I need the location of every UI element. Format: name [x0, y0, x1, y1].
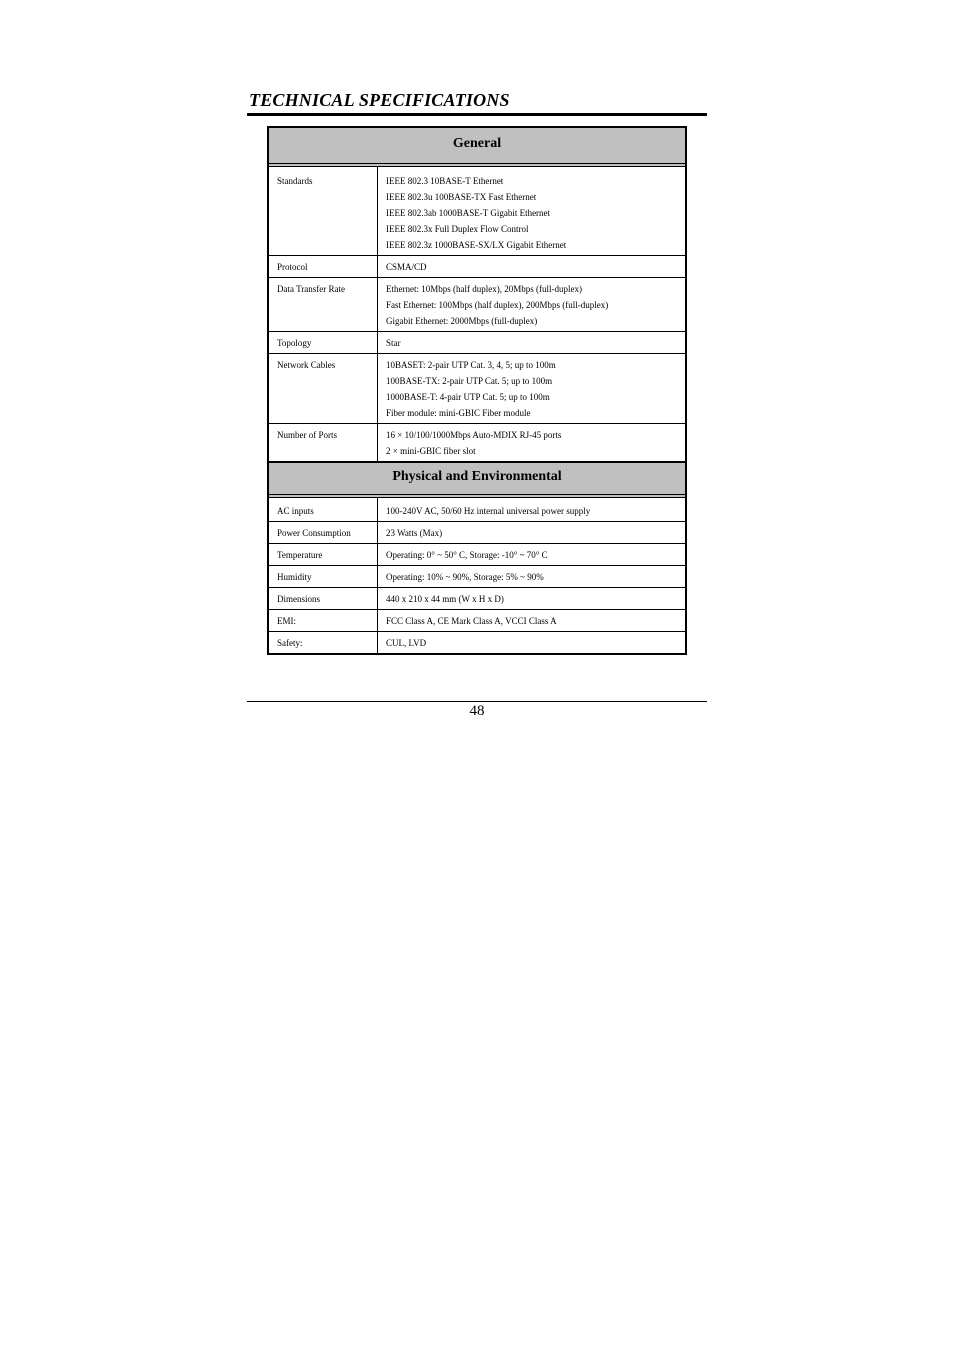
spec-label: Data Transfer Rate [269, 278, 378, 332]
spec-value [378, 566, 686, 588]
spec-row [269, 566, 685, 588]
spec-value-line: 440 x 210 x 44 mm (W x H x D) [386, 594, 504, 604]
spec-value-line: CUL, LVD [386, 638, 427, 648]
spec-value-line: Gigabit Ethernet: 2000Mbps (full-duplex) [386, 316, 538, 326]
spec-value-line: 100BASE-TX: 2-pair UTP Cat. 5; up to 100m [386, 376, 553, 386]
spec-row [269, 610, 685, 632]
spec-label: Dimensions [269, 588, 378, 610]
spec-value-line: Star [386, 338, 401, 348]
title-rule [247, 113, 707, 116]
spec-value [378, 498, 686, 522]
spec-value-line: 100-240V AC, 50/60 Hz internal universal power supply [386, 506, 591, 516]
spec-row [269, 632, 685, 654]
spec-row [269, 256, 685, 278]
page-title: TECHNICAL SPECIFICATIONS [249, 90, 510, 110]
spec-label: Standards [269, 167, 378, 256]
spec-value-line: FCC Class A, CE Mark Class A, VCCI Class A [386, 616, 557, 626]
spec-row [269, 498, 685, 522]
spec-label: Topology [269, 332, 378, 354]
spec-label: EMI: [269, 610, 378, 632]
spec-label: Number of Ports [269, 424, 378, 462]
spec-value [378, 256, 686, 278]
spec-row [269, 278, 685, 332]
spec-row [269, 167, 685, 256]
spec-value-line: Operating: 0° ~ 50° C, Storage: -10° ~ 70° C [386, 550, 548, 560]
spec-value [378, 332, 686, 354]
spec-value-line: Fast Ethernet: 100Mbps (half duplex), 200Mbps (full-duplex) [386, 300, 609, 310]
spec-value-line: IEEE 802.3x Full Duplex Flow Control [386, 224, 529, 234]
spec-value [378, 167, 686, 256]
spec-value-line: IEEE 802.3 10BASE-T Ethernet [386, 176, 504, 186]
spec-row [269, 332, 685, 354]
spec-table [267, 126, 687, 655]
spec-label: Network Cables [269, 354, 378, 424]
spec-row [269, 544, 685, 566]
section-heading-general: General [269, 128, 685, 167]
spec-value-line: Operating: 10% ~ 90%, Storage: 5% ~ 90% [386, 572, 544, 582]
spec-value [378, 632, 686, 654]
spec-label: AC inputs [269, 498, 378, 522]
spec-label: Humidity [269, 566, 378, 588]
spec-label: Safety: [269, 632, 378, 654]
spec-value [378, 424, 686, 462]
spec-label: Power Consumption [269, 522, 378, 544]
physical-table [269, 498, 685, 653]
spec-value-line: IEEE 802.3ab 1000BASE-T Gigabit Ethernet [386, 208, 551, 218]
spec-value [378, 588, 686, 610]
footer-rule [247, 701, 707, 702]
page-number: 48 [469, 703, 485, 719]
spec-value-line: 23 Watts (Max) [386, 528, 443, 538]
spec-value-line: IEEE 802.3u 100BASE-TX Fast Ethernet [386, 192, 537, 202]
spec-value-line: IEEE 802.3z 1000BASE-SX/LX Gigabit Ethernet [386, 240, 567, 250]
spec-row [269, 522, 685, 544]
spec-value-line: CSMA/CD [386, 262, 427, 272]
spec-row [269, 424, 685, 462]
spec-value-line: Fiber module: mini-GBIC Fiber module [386, 408, 531, 418]
spec-value [378, 544, 686, 566]
spec-row [269, 354, 685, 424]
spec-value [378, 278, 686, 332]
spec-value-line: Ethernet: 10Mbps (half duplex), 20Mbps (full-duplex) [386, 284, 582, 294]
spec-value-line: 16 × 10/100/1000Mbps Auto-MDIX RJ-45 ports [386, 430, 562, 440]
spec-value-line: 1000BASE-T: 4-pair UTP Cat. 5; up to 100m [386, 392, 550, 402]
general-table [269, 167, 685, 461]
spec-label: Protocol [269, 256, 378, 278]
spec-value [378, 610, 686, 632]
spec-label: Temperature [269, 544, 378, 566]
spec-value-line: 2 × mini-GBIC fiber slot [386, 446, 476, 456]
spec-value [378, 354, 686, 424]
spec-value [378, 522, 686, 544]
spec-value-line: 10BASET: 2-pair UTP Cat. 3, 4, 5; up to 100m [386, 360, 556, 370]
spec-row [269, 588, 685, 610]
section-heading-physical: Physical and Environmental [269, 461, 685, 498]
